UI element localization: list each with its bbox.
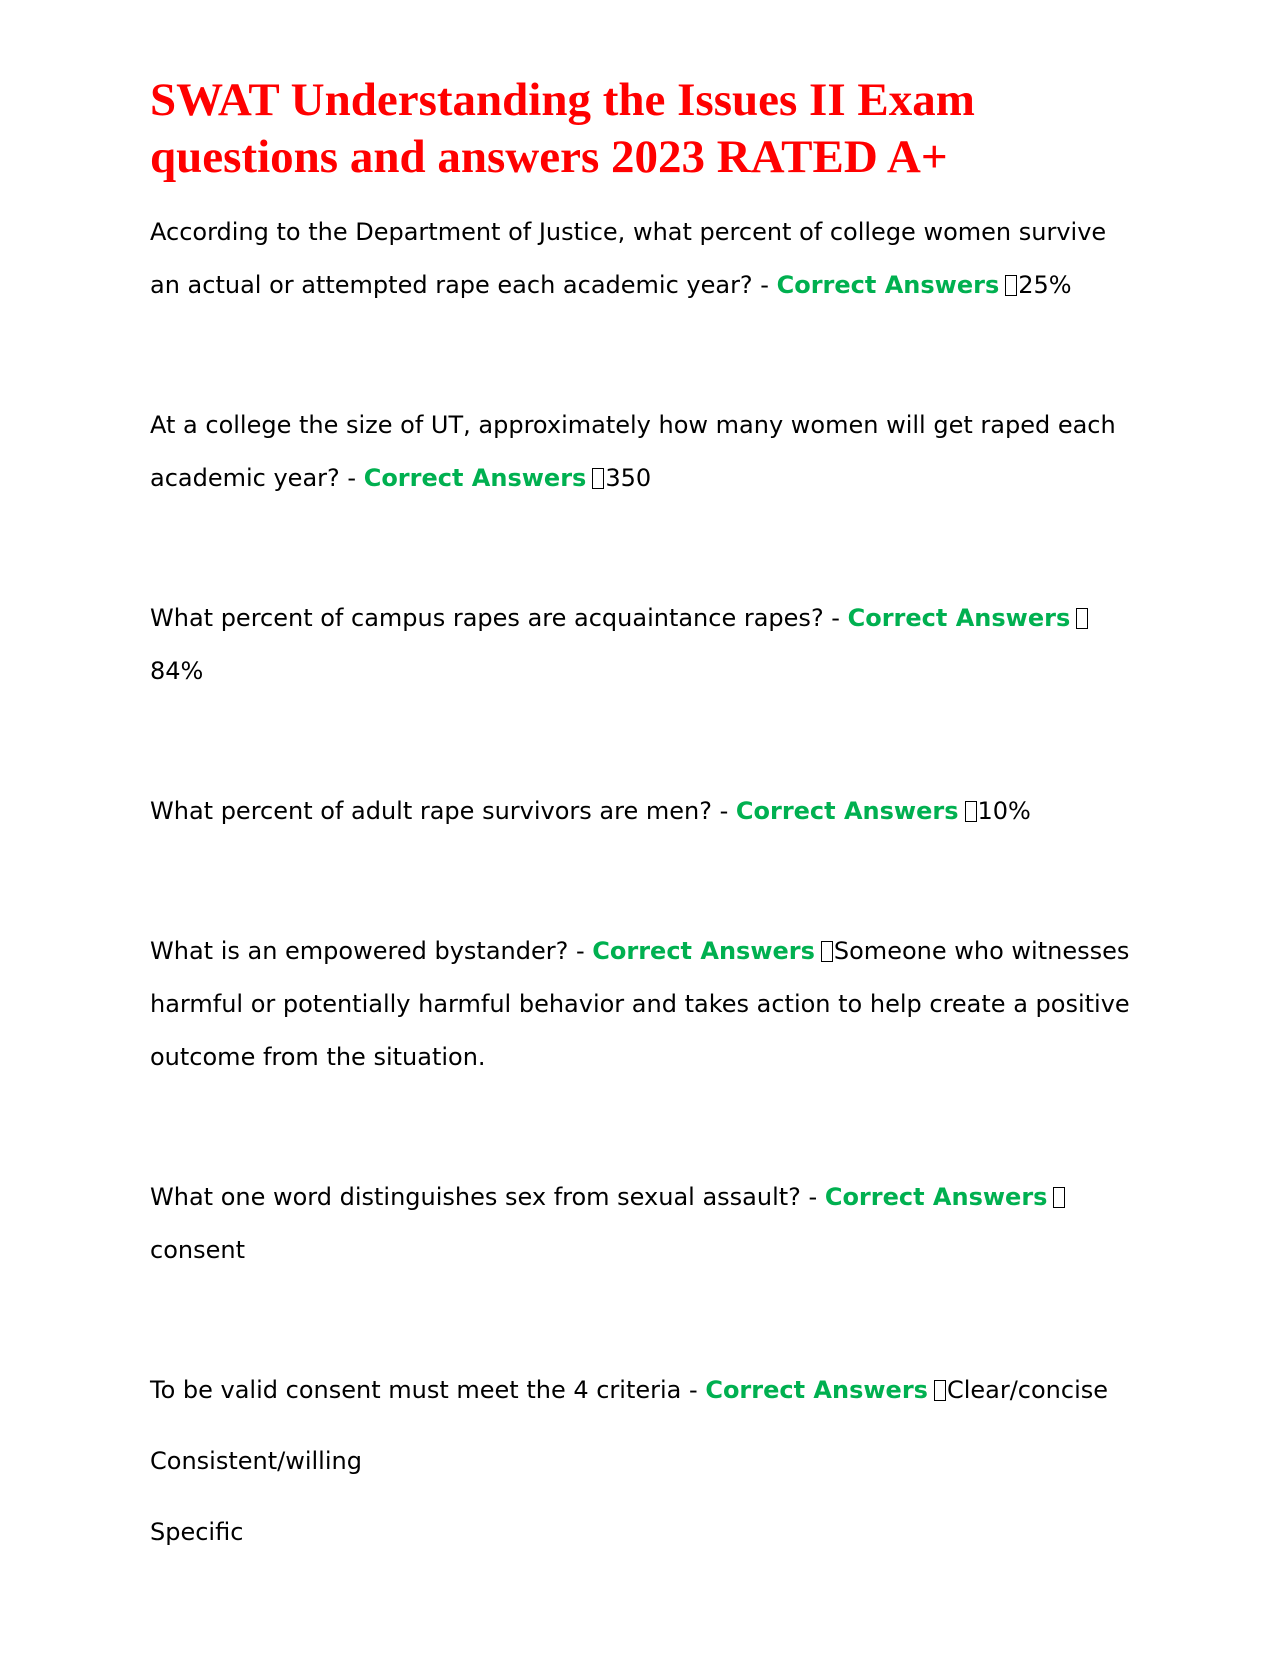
- answer-text: Someone who witnesses harmful or potentially harmful behavior and takes action to help create a positive outcome from the situation.: [150, 937, 1130, 1071]
- answer-text: consent: [150, 1236, 245, 1264]
- missing-glyph-box-icon: [1053, 1187, 1065, 1208]
- qa-item-6: [150, 1171, 1140, 1277]
- correct-answers-label: Correct Answers: [776, 271, 1000, 299]
- correct-answers-label: Correct Answers: [363, 464, 587, 492]
- correct-answers-label: Correct Answers: [735, 797, 959, 825]
- question-text: What one word distinguishes sex from sexual assault? -: [150, 1183, 818, 1211]
- correct-answers-label: Correct Answers: [824, 1183, 1048, 1211]
- missing-glyph-box-icon: [934, 1380, 946, 1401]
- answer-text: 350: [605, 464, 652, 492]
- missing-glyph-box-icon: [965, 801, 977, 822]
- missing-glyph-box-icon: [592, 468, 604, 489]
- answer-extra-line: Consistent/willing: [150, 1447, 362, 1475]
- qa-item-1: [150, 206, 1140, 312]
- qa-item-3: [150, 592, 1140, 698]
- missing-glyph-box-icon: [1005, 275, 1017, 296]
- correct-answers-label: Correct Answers: [592, 937, 815, 965]
- answer-text: 10%: [977, 797, 1031, 825]
- document-page: [150, 72, 1140, 1559]
- answer-text: Clear/concise: [946, 1376, 1109, 1404]
- question-text: What percent of campus rapes are acquaintance rapes? -: [150, 604, 840, 632]
- qa-item-7: [150, 1364, 1140, 1559]
- answer-text: 25%: [1018, 271, 1072, 299]
- question-text: What is an empowered bystander? -: [150, 937, 585, 965]
- correct-answers-label: Correct Answers: [705, 1376, 928, 1404]
- question-text: What percent of adult rape survivors are men? -: [150, 797, 729, 825]
- qa-item-2: [150, 399, 1140, 505]
- qa-item-5: [150, 925, 1140, 1084]
- question-text: According to the Department of Justice, what percent of college women survive an actual or attempted rape each academic year? -: [150, 218, 1107, 299]
- correct-answers-label: Correct Answers: [847, 604, 1071, 632]
- question-text: At a college the size of UT, approximately how many women will get raped each academic year? -: [150, 411, 1116, 492]
- question-text: To be valid consent must meet the 4 criteria -: [150, 1376, 698, 1404]
- answer-extra-line: Specific: [150, 1518, 244, 1546]
- missing-glyph-box-icon: [821, 941, 833, 962]
- missing-glyph-box-icon: [1076, 608, 1088, 629]
- document-title: SWAT Understanding the Issues II Exam questions and answers 2023 RATED A+: [150, 74, 975, 183]
- answer-text: 84%: [150, 657, 204, 685]
- qa-item-4: [150, 785, 1140, 838]
